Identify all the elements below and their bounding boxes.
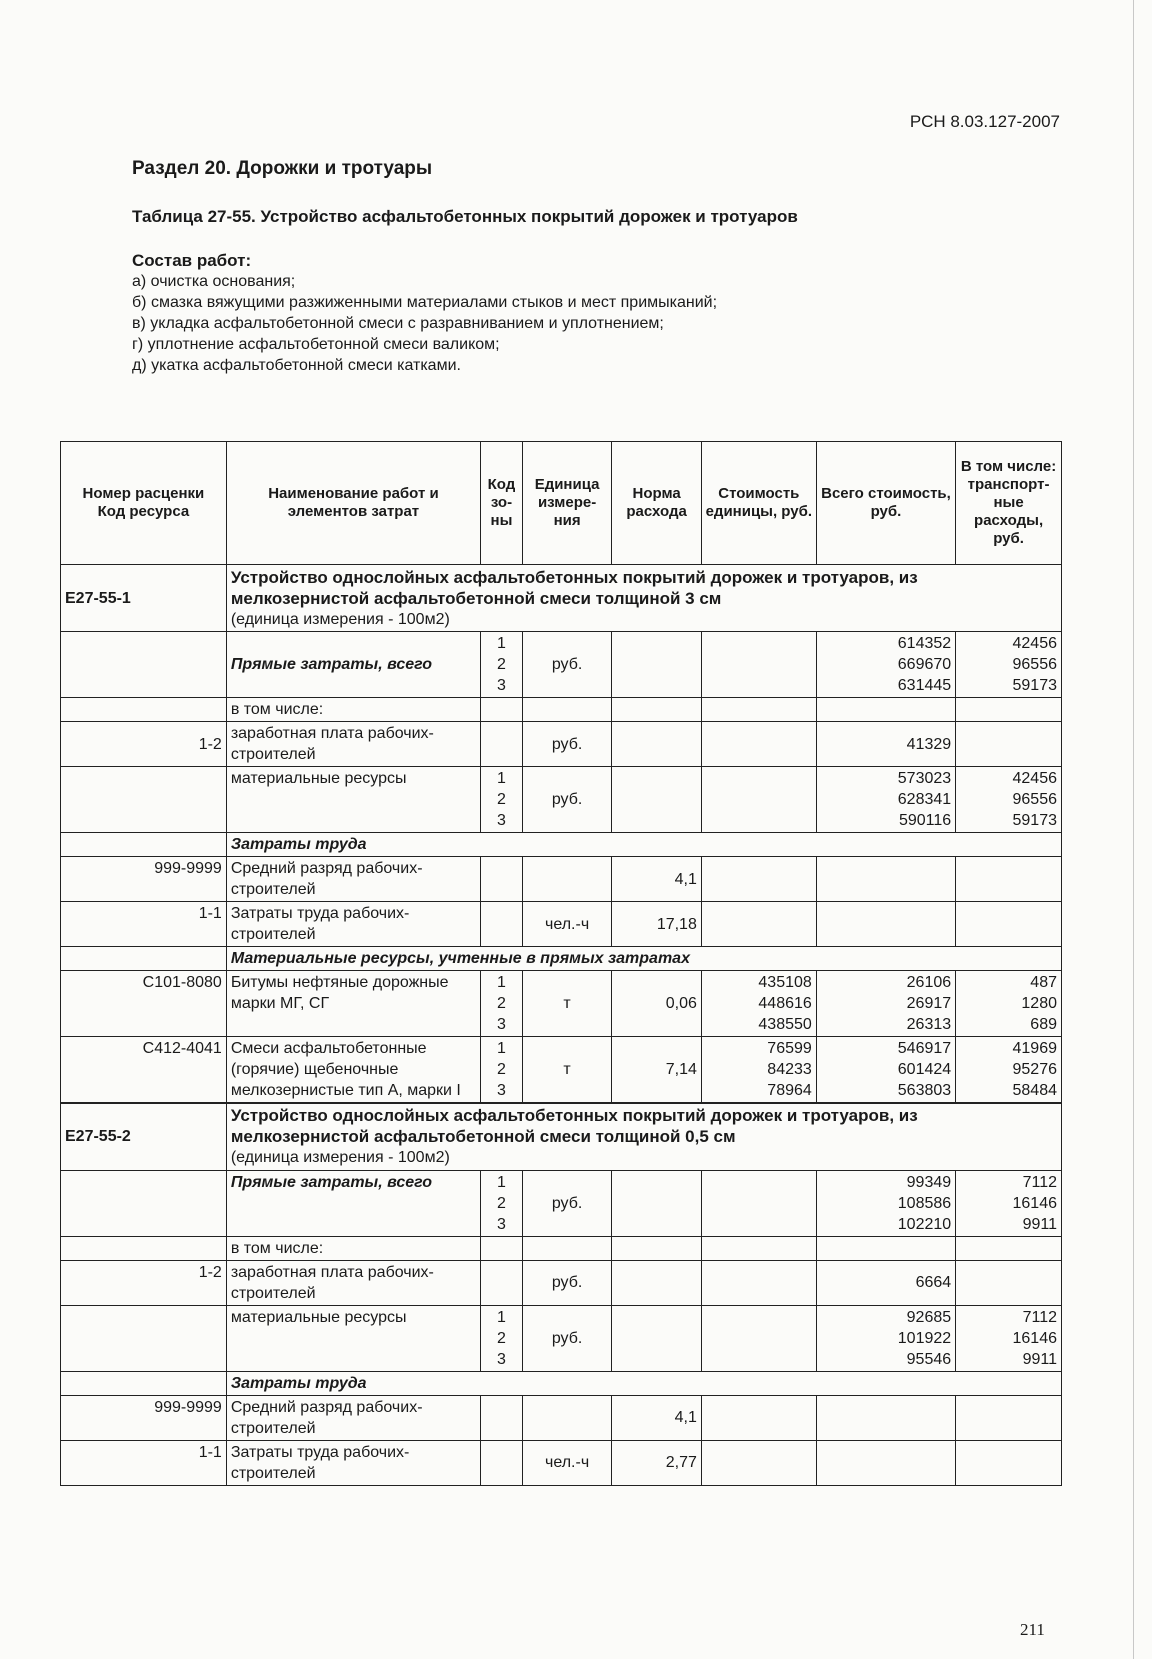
unit-value: т [522,971,612,1037]
section-title: Раздел 20. Дорожки и тротуары [132,158,433,179]
labor-heading: Затраты труда [226,1371,1061,1395]
labor-heading: Затраты труда [226,833,1061,857]
section-unit-note: (единица измерения - 100м2) [230,610,450,628]
page-number: 211 [1020,1620,1045,1639]
norm-value: 2,77 [612,1440,702,1485]
zone-values: 1 2 3 [481,1037,523,1104]
including-row [61,698,1062,722]
header-zone: Код зо-ны [481,442,523,565]
zone-values: 1 2 3 [481,971,523,1037]
section-code: Е27-55-2 [61,1103,227,1170]
unit-cost-values: 435108 448616 438550 [701,971,816,1037]
rank-label: Средний разряд рабочих-строителей [226,857,480,902]
rates-table [60,441,1062,1486]
materials-row [61,767,1062,833]
unit-value: руб. [522,1170,612,1236]
direct-costs-label: Прямые затраты, всего [226,632,480,698]
materials-heading-row [61,947,1062,971]
transport-values: 487 1280 689 [956,971,1062,1037]
total-values: 92685 101922 95546 [816,1305,955,1371]
section-row [61,1103,1062,1170]
transport-values: 7112 16146 9911 [956,1170,1062,1236]
work-item: б) смазка вяжущими разжиженными материалами стыков и мест примыканий; [132,294,718,311]
resource-label: Битумы нефтяные дорожные марки МГ, СГ [226,971,480,1037]
resource-code: С101-8080 [61,971,227,1037]
norm-value: 4,1 [612,857,702,902]
page-edge-line [1133,0,1134,1659]
resource-code: 1-1 [61,902,227,947]
transport-values: 7112 16146 9911 [956,1305,1062,1371]
resource-code: 1-2 [61,1260,227,1305]
zone-values: 1 2 3 [481,767,523,833]
wages-label: заработная плата рабочих-строителей [226,1260,480,1305]
total-values: 573023 628341 590116 [816,767,955,833]
resource-code: 1-2 [61,722,227,767]
header-unit: Единица измере-ния [522,442,612,565]
transport-values: 42456 96556 59173 [956,767,1062,833]
resource-label: Смеси асфальтобетонные (горячие) щебеночные мелкозернистые тип А, марки I [226,1037,480,1104]
header-total-cost: Всего стоимость, руб. [816,442,955,565]
rank-row [61,1395,1062,1440]
table-header-row [61,442,1062,565]
unit-value: чел.-ч [522,1440,612,1485]
norm-value: 7,14 [612,1037,702,1104]
norm-value: 0,06 [612,971,702,1037]
including-row [61,1236,1062,1260]
resource-code: 1-1 [61,1440,227,1485]
rank-label: Средний разряд рабочих-строителей [226,1395,480,1440]
unit-value: руб. [522,632,612,698]
unit-value: руб. [522,722,612,767]
unit-value: руб. [522,1260,612,1305]
header-code: Номер расценки Код ресурса [61,442,227,565]
labor-heading-row [61,833,1062,857]
including-label: в том числе: [226,1236,480,1260]
labor-row [61,1440,1062,1485]
rank-row [61,857,1062,902]
unit-value: чел.-ч [522,902,612,947]
work-composition-heading: Состав работ: [132,251,252,270]
norm-value: 17,18 [612,902,702,947]
resource-code: 999-9999 [61,1395,227,1440]
unit-value: т [522,1037,612,1104]
labor-heading-row [61,1371,1062,1395]
unit-value: руб. [522,1305,612,1371]
header-norm: Норма расхода [612,442,702,565]
work-item: а) очистка основания; [132,273,296,290]
materials-label: материальные ресурсы [226,767,480,833]
labor-label: Затраты труда рабочих-строителей [226,1440,480,1485]
section-unit-note: (единица измерения - 100м2) [230,1149,450,1167]
materials-row [61,1305,1062,1371]
resource-code: 999-9999 [61,857,227,902]
zone-values: 1 2 3 [481,632,523,698]
work-item: в) укладка асфальтобетонной смеси с разравниванием и уплотнением; [132,315,664,332]
work-item: д) укатка асфальтобетонной смеси катками. [132,357,461,374]
header-transport: В том числе: транспорт-ные расходы, руб. [956,442,1062,565]
total-values: 614352 669670 631445 [816,632,955,698]
norm-value: 4,1 [612,1395,702,1440]
including-label: в том числе: [226,698,480,722]
labor-row [61,902,1062,947]
section-title-cell [226,565,1061,632]
work-item: г) уплотнение асфальтобетонной смеси валиком; [132,336,500,353]
materials-heading: Материальные ресурсы, учтенные в прямых затратах [226,947,1061,971]
work-composition [132,250,717,376]
transport-values: 42456 96556 59173 [956,632,1062,698]
direct-costs-row [61,632,1062,698]
resource-row [61,971,1062,1037]
zone-values: 1 2 3 [481,1305,523,1371]
direct-costs-row [61,1170,1062,1236]
total-value: 6664 [816,1260,955,1305]
wages-label: заработная плата рабочих-строителей [226,722,480,767]
unit-cost-values: 76599 84233 78964 [701,1037,816,1104]
section-name: Устройство однослойных асфальтобетонных покрытий дорожек и тротуаров, из мелкозернистой асфальтобетонной смеси толщиной 3 см [230,567,918,608]
resource-code: С412-4041 [61,1037,227,1104]
labor-label: Затраты труда рабочих-строителей [226,902,480,947]
transport-values: 41969 95276 58484 [956,1037,1062,1104]
total-values: 546917 601424 563803 [816,1037,955,1104]
zone-values: 1 2 3 [481,1170,523,1236]
unit-value: руб. [522,767,612,833]
wages-row [61,1260,1062,1305]
materials-label: материальные ресурсы [226,1305,480,1371]
total-values: 26106 26917 26313 [816,971,955,1037]
total-value: 41329 [816,722,955,767]
header-name: Наименование работ и элементов затрат [226,442,480,565]
wages-row [61,722,1062,767]
resource-row [61,1037,1062,1104]
table-title: Таблица 27-55. Устройство асфальтобетонных покрытий дорожек и тротуаров [132,207,798,226]
document-code: РСН 8.03.127-2007 [909,112,1060,131]
section-row [61,565,1062,632]
direct-costs-label: Прямые затраты, всего [226,1170,480,1236]
section-title-cell [226,1103,1061,1170]
header-unit-cost: Стоимость единицы, руб. [701,442,816,565]
section-code: Е27-55-1 [61,565,227,632]
total-values: 99349 108586 102210 [816,1170,955,1236]
section-name: Устройство однослойных асфальтобетонных покрытий дорожек и тротуаров, из мелкозернистой асфальтобетонной смеси толщиной 0,5 см [230,1106,918,1147]
